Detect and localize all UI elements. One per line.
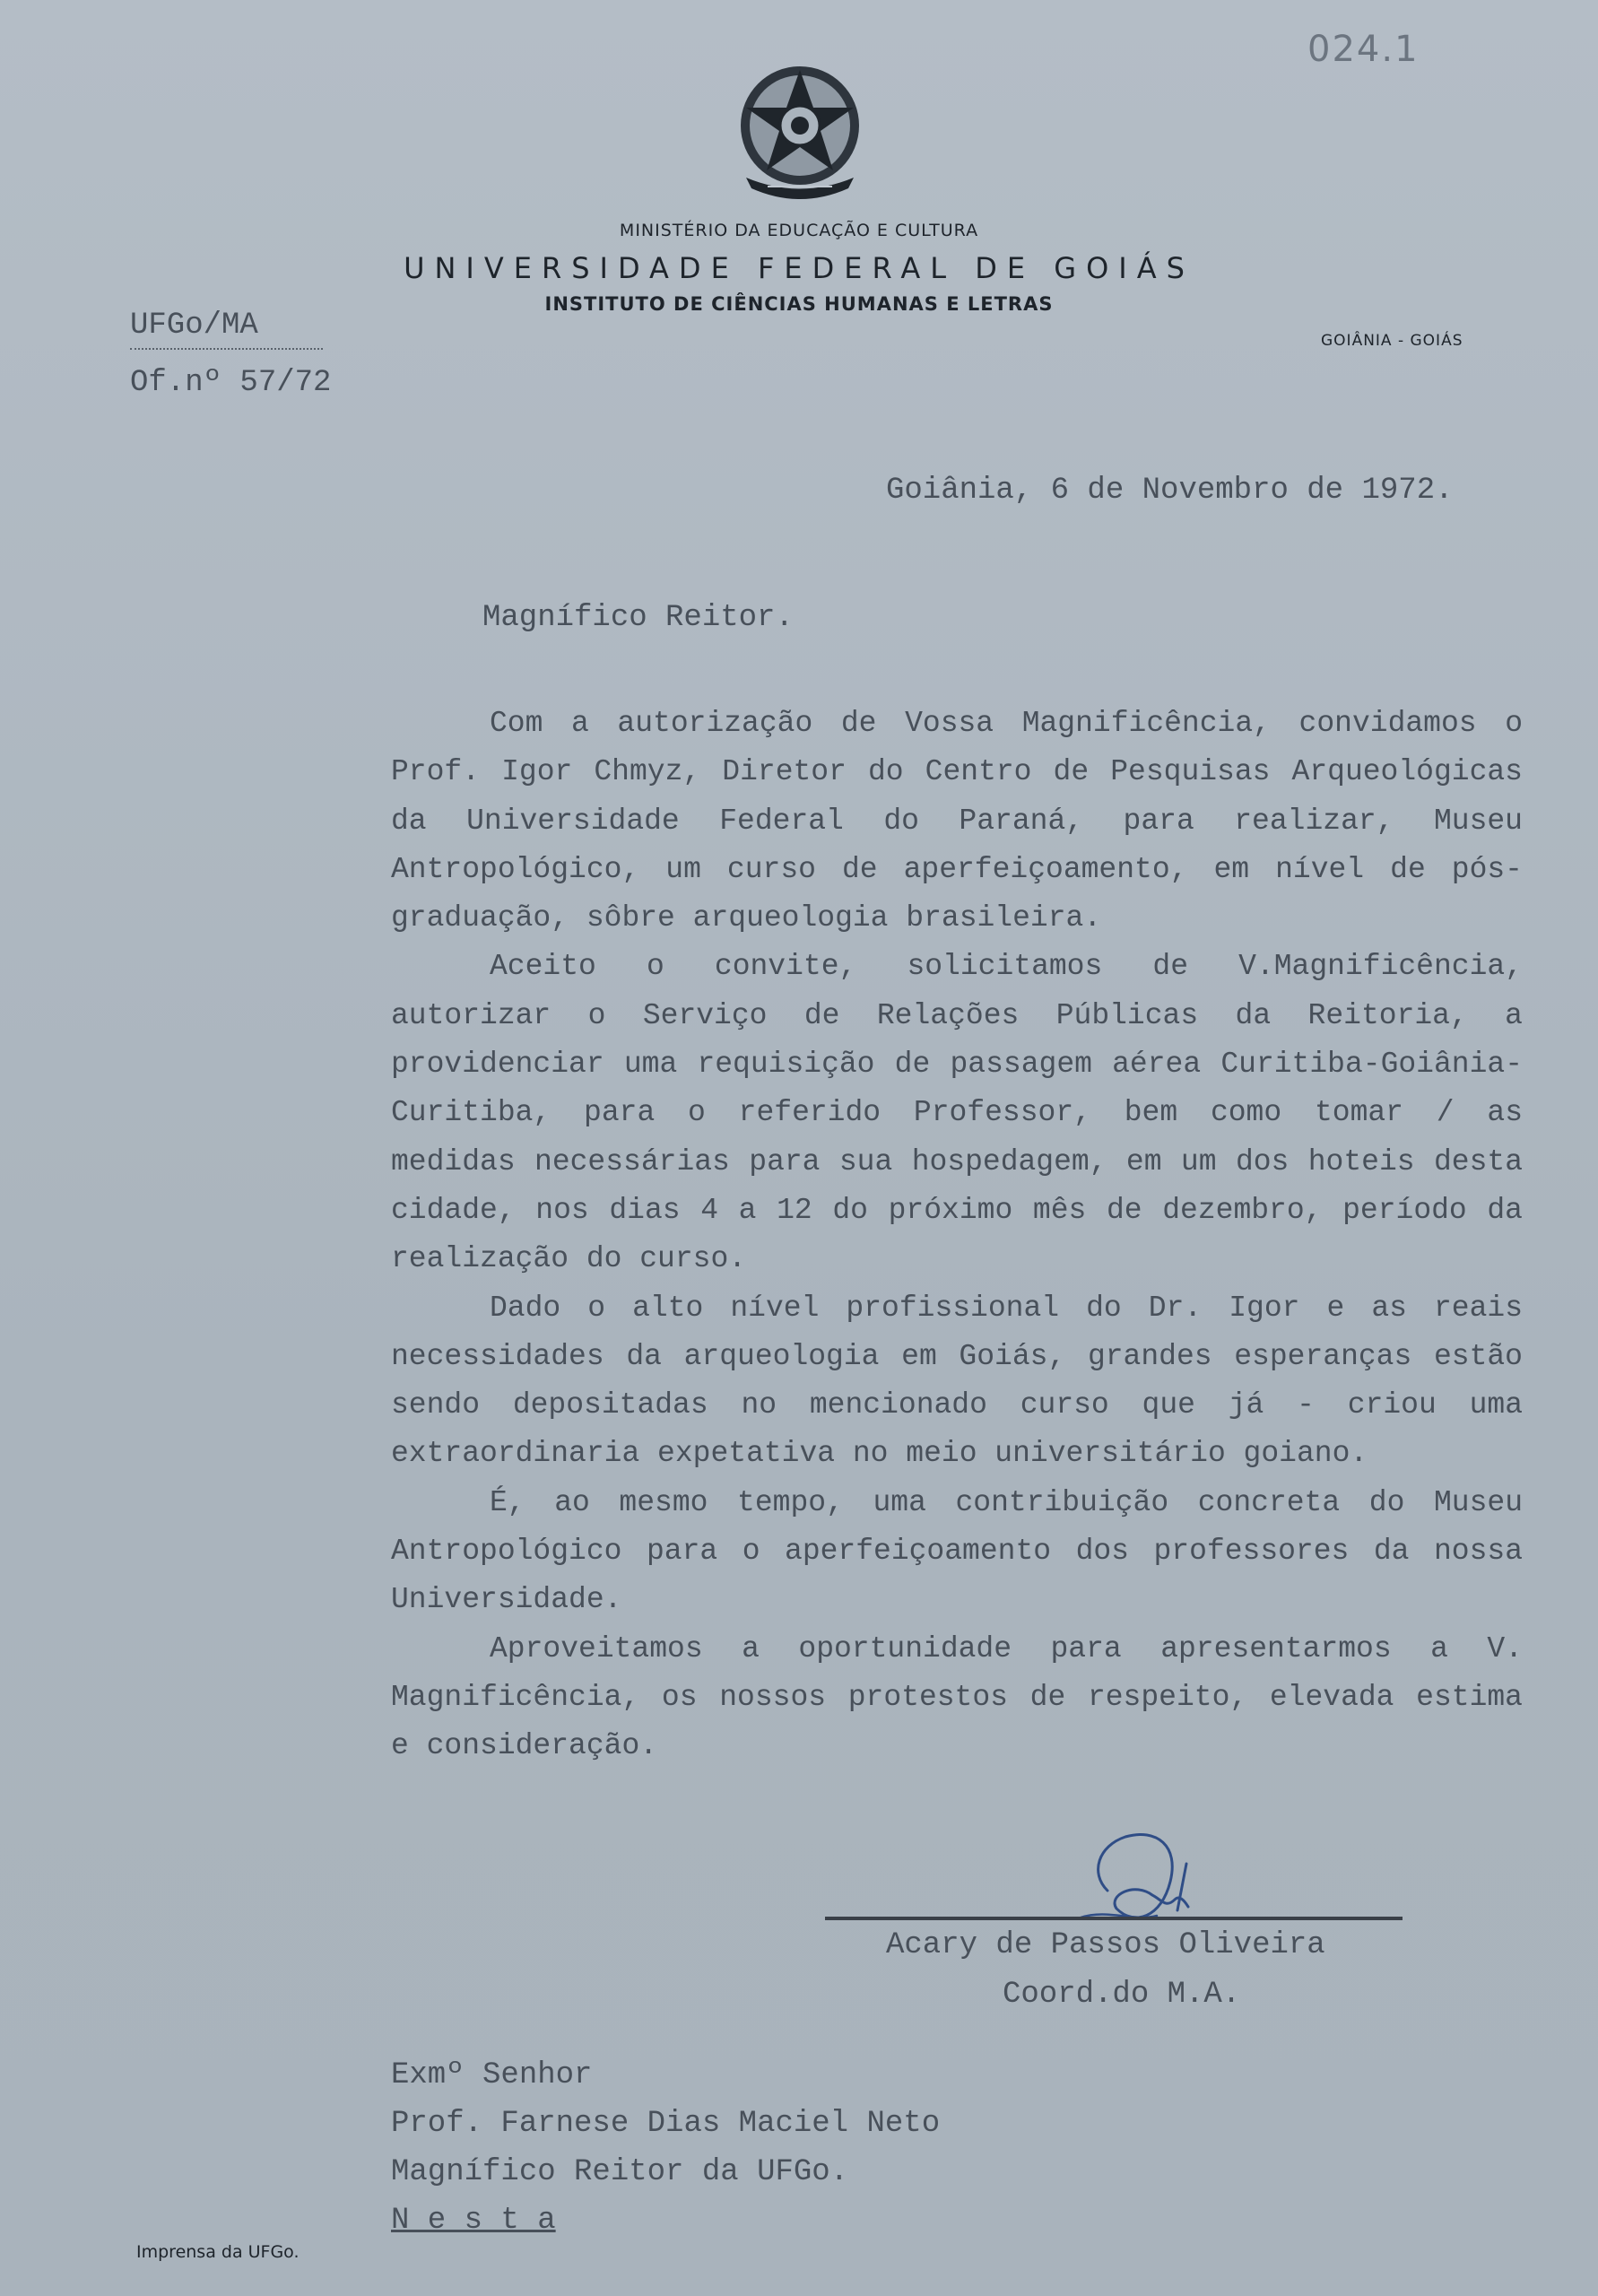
signatory-title: Coord.do M.A. [1003, 1978, 1241, 2012]
body-paragraph: Com a autorização de Vossa Magnificência, convidamos o Prof. Igor Chmyz, Diretor do Centro de Pesquisas Arqueológicas da Universidade Federal do Paraná, para realizar, Museu Antropológico, um curso de aperfeiçoamento, em nível de pós-graduação, sôbre arqueologia brasileira. [391, 707, 1523, 935]
university-name: UNIVERSIDADE FEDERAL DE GOIÁS [404, 251, 1194, 285]
body-paragraph: É, ao mesmo tempo, uma contribuição concreta do Museu Antropológico para o aperfeiçoamento dos professores da nossa Universidade. [391, 1485, 1523, 1617]
printer-imprint: Imprensa da UFGo. [136, 2242, 300, 2262]
addressee-salutation: Exmº Senhor [391, 2058, 593, 2092]
handwritten-signature [1072, 1810, 1224, 1944]
letterhead-city: GOIÂNIA - GOIÁS [1321, 332, 1463, 350]
institute-name: INSTITUTO DE CIÊNCIAS HUMANAS E LETRAS [544, 293, 1054, 315]
signature-line [825, 1917, 1403, 1920]
addressee-name: Prof. Farnese Dias Maciel Neto [391, 2107, 941, 2141]
salutation: Magnífico Reitor. [482, 601, 794, 635]
body-paragraph: Dado o alto nível profissional do Dr. Igor e as reais necessidades da arqueologia em Goiás, grandes esperanças estão sendo depositadas no mencionado curso que já - criou uma extraordinaria expetativa no meio universitário goiano. [391, 1291, 1523, 1471]
addressee-title: Magnífico Reitor da UFGo. [391, 2155, 849, 2189]
letter-date: Goiânia, 6 de Novembro de 1972. [886, 474, 1454, 508]
body-paragraph: Aproveitamos a oportunidade para apresentarmos a V. Magnificência, os nossos protestos de respeito, elevada estima e consideração. [391, 1631, 1523, 1763]
reference-number: Of.nº 57/72 [130, 366, 332, 400]
reference-department: UFGo/MA [130, 309, 323, 350]
addressee-location: N e s t a [391, 2204, 556, 2238]
brazil-coat-of-arms-icon [728, 52, 872, 204]
ministry-name: MINISTÉRIO DA EDUCAÇÃO E CULTURA [619, 221, 979, 240]
body-paragraph: Aceito o convite, solicitamos de V.Magnificência, autorizar o Serviço de Relações Públicas da Reitoria, a providenciar uma requisição de passagem aérea Curitiba-Goiânia-Curitiba, para o referido Professor, bem como tomar / as medidas necessárias para sua hospedagem, em um dos hoteis desta cidade, nos dias 4 a 12 do próximo mês de dezembro, período da realização do curso. [391, 950, 1523, 1276]
signatory-name: Acary de Passos Oliveira [886, 1928, 1325, 1962]
archive-number: 024.1 [1307, 29, 1420, 70]
letter-body [391, 700, 1523, 1771]
